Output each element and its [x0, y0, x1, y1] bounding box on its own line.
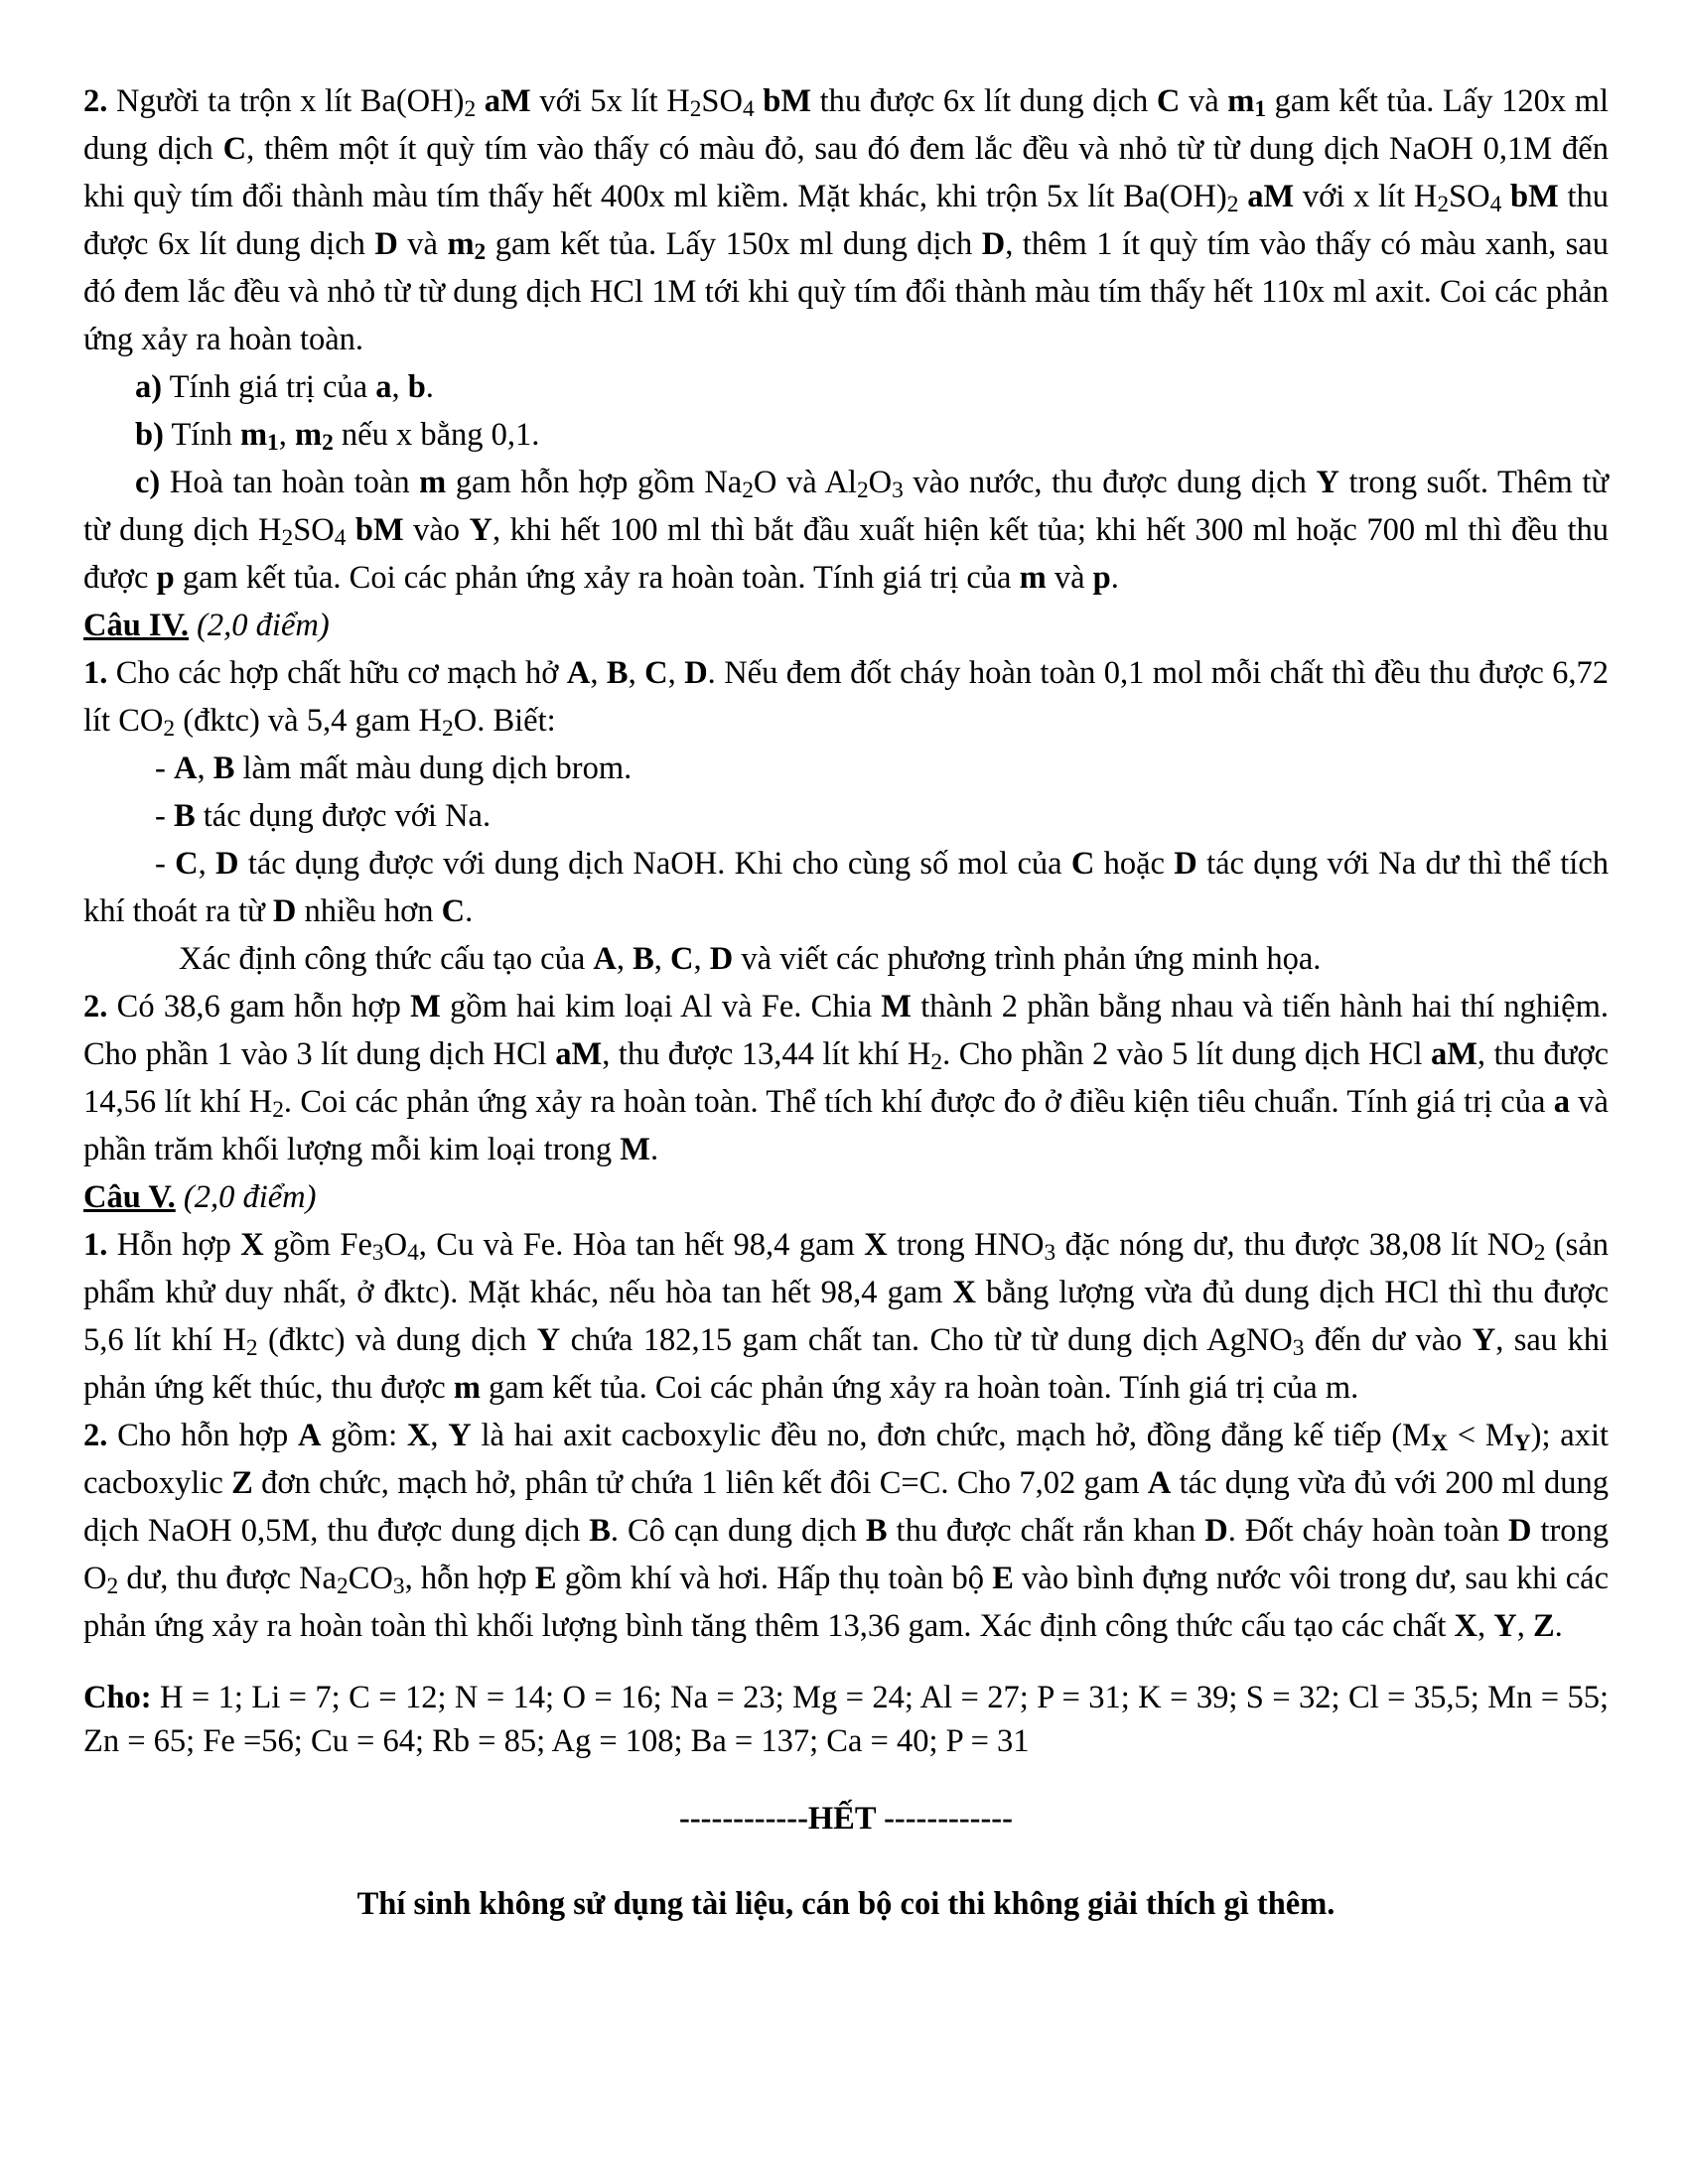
q3-part2-a: a) Tính giá trị của a, b.	[135, 369, 434, 405]
q3-part2-c: c) Hoà tan hoàn toàn m gam hỗn hợp gồm $Na_2O$ và $Al_2O_3$ vào nước, thu được dung dịch Y trong suốt. Thêm từ từ dung dịch $H_2SO_4$ bM vào Y, khi hết 100 ml thì bắt đầu xuất hiện kết tủa; khi hết 300 ml hoặc 700 ml thì đều thu được p gam kết tủa. Coi các phản ứng xảy ra hoàn toàn. Tính giá trị của m và p.	[83, 465, 1610, 596]
q3-part2-b: b) Tính $m_1$, $m_2$ nếu x bằng 0,1.	[135, 417, 540, 457]
q4-task: Xác định công thức cấu tạo của A, B, C, D và viết các phương trình phản ứng minh họa.	[179, 941, 1322, 977]
q5-part1: 1. Hỗn hợp X gồm $Fe_3O_4$, Cu và Fe. Hòa tan hết 98,4 gam X trong $HNO_3$ đặc nóng dư, thu được 38,08 lít $NO_2$ (sản phẩm khử duy nhất, ở đktc). Mặt khác, nếu hòa tan hết 98,4 gam X bằng lượng vừa đủ dung dịch HCl thì thu được 5,6 lít khí $H_2$ (đktc) và dung dịch Y chứa 182,15 gam chất tan. Cho từ từ dung dịch AgNO$_3$ đến dư vào Y, sau khi phản ứng kết thúc, thu được m gam kết tủa. Coi các phản ứng xảy ra hoàn toàn. Tính giá trị của m.	[83, 1227, 1610, 1406]
q5-part2: 2. Cho hỗn hợp A gồm: X, Y là hai axit cacboxylic đều no, đơn chức, mạch hở, đồng đẳng kế tiếp $(M_X < M_Y)$; axit cacboxylic Z đơn chức, mạch hở, phân tử chứa 1 liên kết đôi C=C. Cho 7,02 gam A tác dụng vừa đủ với 200 ml dung dịch NaOH 0,5M, thu được dung dịch B. Cô cạn dung dịch B thu được chất rắn khan D. Đốt cháy hoàn toàn D trong $O_2$ dư, thu được $Na_2CO_3$, hỗn hợp E gồm khí và hơi. Hấp thụ toàn bộ E vào bình đựng nước vôi trong dư, sau khi các phản ứng xảy ra hoàn toàn thì khối lượng bình tăng thêm 13,36 gam. Xác định công thức cấu tạo các chất X, Y, Z.	[83, 1418, 1610, 1644]
q4-bullet-3: - C, D tác dụng được với dung dịch NaOH. Khi cho cùng số mol của C hoặc D tác dụng với Na dư thì thể tích khí thoát ra từ D nhiều hơn C.	[83, 846, 1609, 929]
q5-heading: Câu V. (2,0 điểm)	[83, 1179, 317, 1215]
q3-part2-paragraph: 2. Người ta trộn x lít $Ba(OH)_2$ aM với 5x lít $H_2SO_4$ bM thu được 6x lít dung dịch C và $m_1$ gam kết tủa. Lấy 120x ml dung dịch C, thêm một ít quỳ tím vào thấy có màu đỏ, sau đó đem lắc đều và nhỏ từ từ dung dịch NaOH 0,1M đến khi quỳ tím đổi thành màu tím thấy hết 400x ml kiềm. Mặt khác, khi trộn 5x lít $Ba(OH)_2$ aM với x lít $H_2SO_4$ bM thu được 6x lít dung dịch D và $m_2$ gam kết tủa. Lấy 150x ml dung dịch D, thêm 1 ít quỳ tím vào thấy có màu xanh, sau đó đem lắc đều và nhỏ từ từ dung dịch HCl 1M tới khi quỳ tím đổi thành màu tím thấy hết 110x ml axit. Coi các phản ứng xảy ra hoàn toàn.	[83, 83, 1610, 357]
q4-part1: 1. Cho các hợp chất hữu cơ mạch hở A, B, C, D. Nếu đem đốt cháy hoàn toàn 0,1 mol mỗi chất thì đều thu được 6,72 lít $CO_2$ (đktc) và 5,4 gam $H_2O$. Biết:	[83, 655, 1610, 743]
footer-note: Thí sinh không sử dụng tài liệu, cán bộ coi thi không giải thích gì thêm.	[356, 1886, 1336, 1922]
spacer	[83, 1650, 1609, 1676]
q4-bullet-2: - B tác dụng được với Na.	[155, 798, 492, 834]
q4-part2: 2. Có 38,6 gam hỗn hợp M gồm hai kim loại Al và Fe. Chia M thành 2 phần bằng nhau và tiến hành hai thí nghiệm. Cho phần 1 vào 3 lít dung dịch HCl aM, thu được 13,44 lít khí $H_2$. Cho phần 2 vào 5 lít dung dịch HCl aM, thu được 14,56 lít khí $H_2$. Coi các phản ứng xảy ra hoàn toàn. Thể tích khí được đo ở điều kiện tiêu chuẩn. Tính giá trị của a và phần trăm khối lượng mỗi kim loại trong M.	[83, 989, 1610, 1167]
q4-heading: Câu IV. (2,0 điểm)	[83, 608, 330, 643]
end-mark: ------------HẾT ------------	[679, 1801, 1013, 1837]
atomic-masses: Cho: H = 1; Li = 7; C = 12; N = 14; O = 16; Na = 23; Mg = 24; Al = 27; P = 31; K = 39; S = 32; Cl = 35,5; Mn = 55; Zn = 65; Fe =56; Cu = 64; Rb = 85; Ag = 108; Ba = 137; Ca = 40; P = 31	[83, 1680, 1609, 1759]
exam-page	[83, 77, 1609, 1928]
q4-bullet-1: - A, B làm mất màu dung dịch brom.	[155, 751, 633, 786]
